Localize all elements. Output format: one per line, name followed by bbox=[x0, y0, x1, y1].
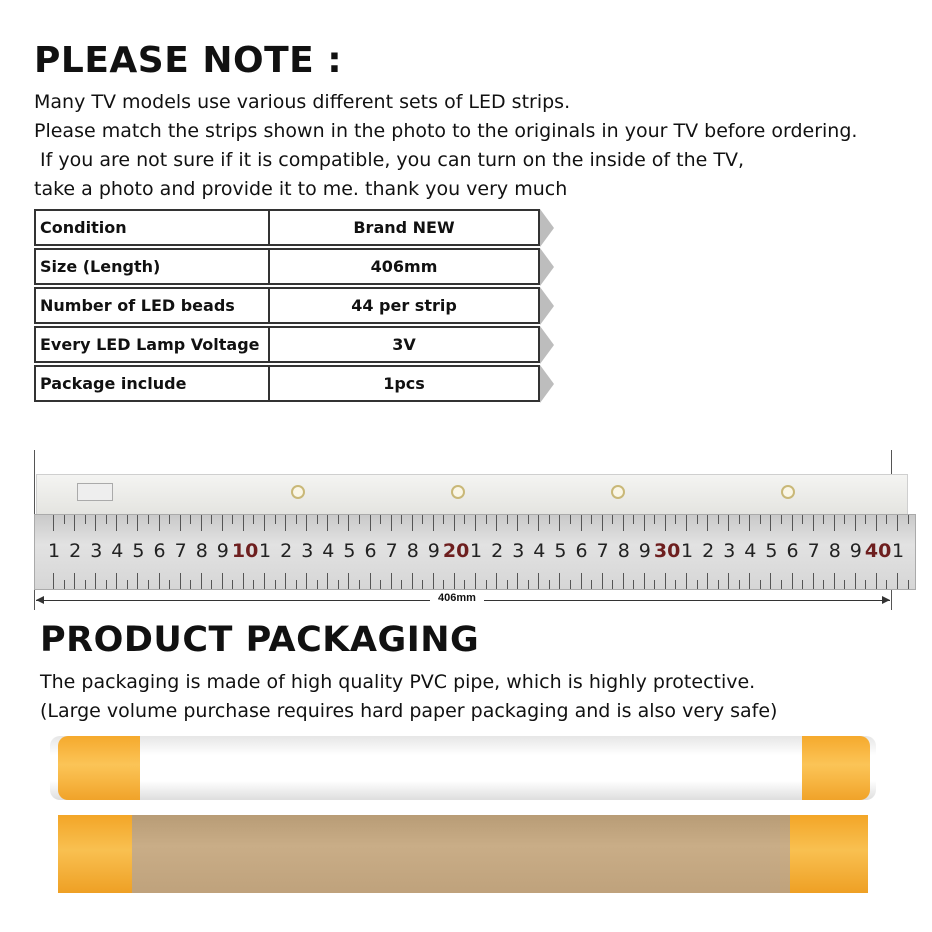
ruler-number: 6 bbox=[575, 540, 588, 562]
ruler-tick bbox=[232, 515, 233, 524]
ruler-number: 10 bbox=[231, 540, 259, 562]
ruler-tick bbox=[886, 515, 887, 524]
ruler-tick bbox=[348, 515, 349, 531]
tape-right bbox=[790, 815, 868, 893]
spec-label: Condition bbox=[34, 209, 274, 246]
ruler-tick bbox=[64, 515, 65, 524]
ruler-tick bbox=[486, 515, 487, 524]
ruler-tick bbox=[897, 573, 898, 589]
ruler-tick bbox=[190, 580, 191, 589]
tape-left bbox=[58, 815, 132, 893]
ruler-number: 40 bbox=[864, 540, 892, 562]
ruler-tick bbox=[770, 573, 771, 589]
row-arrow-icon bbox=[540, 209, 554, 247]
ruler-tick bbox=[391, 515, 392, 531]
ruler-tick bbox=[507, 580, 508, 589]
ruler-tick bbox=[823, 515, 824, 524]
ruler-number: 3 bbox=[90, 540, 103, 562]
ruler-tick bbox=[285, 515, 286, 531]
ruler-number: 1 bbox=[470, 540, 483, 562]
ruler-tick bbox=[106, 515, 107, 524]
ruler-tick bbox=[549, 580, 550, 589]
led-bead-icon bbox=[451, 485, 465, 499]
ruler-photo bbox=[34, 514, 916, 590]
ruler-tick bbox=[338, 515, 339, 524]
ruler-tick bbox=[496, 515, 497, 531]
ruler-tick bbox=[844, 580, 845, 589]
ruler-tick bbox=[159, 515, 160, 531]
ruler-tick bbox=[834, 573, 835, 589]
spec-label: Package include bbox=[34, 365, 274, 402]
note-paragraph bbox=[34, 88, 857, 204]
pvc-tube-photo bbox=[50, 736, 876, 800]
ruler-tick bbox=[380, 515, 381, 524]
ruler-tick bbox=[644, 573, 645, 589]
ruler-tick bbox=[908, 515, 909, 524]
ruler-tick bbox=[95, 515, 96, 531]
ruler-number: 6 bbox=[786, 540, 799, 562]
row-arrow-icon bbox=[540, 248, 554, 286]
ruler-tick bbox=[834, 515, 835, 531]
ruler-tick bbox=[443, 515, 444, 524]
ruler-tick bbox=[464, 515, 465, 524]
ruler-tick bbox=[528, 580, 529, 589]
ruler-tick bbox=[728, 515, 729, 531]
ruler-tick bbox=[285, 573, 286, 589]
ruler-tick bbox=[781, 515, 782, 524]
ruler-tick bbox=[475, 515, 476, 531]
ruler-number: 1 bbox=[892, 540, 905, 562]
ruler-tick bbox=[486, 580, 487, 589]
ruler-tick bbox=[211, 515, 212, 524]
spec-value: 1pcs bbox=[268, 365, 540, 402]
ruler-tick bbox=[306, 573, 307, 589]
ruler-tick bbox=[855, 573, 856, 589]
ruler-tick bbox=[886, 580, 887, 589]
ruler-tick bbox=[559, 573, 560, 589]
ruler-tick bbox=[380, 580, 381, 589]
ruler-tick bbox=[739, 515, 740, 524]
ruler-tick bbox=[180, 515, 181, 531]
ruler-tick bbox=[591, 580, 592, 589]
ruler-tick bbox=[792, 573, 793, 589]
packaging-line: The packaging is made of high quality PVC pipe, which is highly protective. bbox=[40, 671, 756, 693]
ruler-tick bbox=[496, 573, 497, 589]
note-line: Please match the strips shown in the photo to the originals in your TV before ordering. bbox=[34, 120, 858, 142]
ruler-tick bbox=[275, 515, 276, 524]
ruler-tick bbox=[53, 515, 54, 531]
ruler-tick bbox=[253, 515, 254, 524]
ruler-tick bbox=[581, 573, 582, 589]
ruler-tick bbox=[559, 515, 560, 531]
ruler-tick bbox=[612, 580, 613, 589]
ruler-number: 7 bbox=[174, 540, 187, 562]
ruler-tick bbox=[148, 515, 149, 524]
ruler-tick bbox=[243, 573, 244, 589]
ruler-tick bbox=[686, 515, 687, 531]
ruler-tick bbox=[211, 580, 212, 589]
ruler-tick bbox=[760, 515, 761, 524]
tape-right bbox=[802, 736, 870, 800]
ruler-tick bbox=[633, 515, 634, 524]
dimension-arrow-left-icon bbox=[36, 596, 44, 604]
ruler-number: 3 bbox=[512, 540, 525, 562]
ruler-number: 8 bbox=[617, 540, 630, 562]
ruler-tick bbox=[116, 573, 117, 589]
ruler-number: 2 bbox=[702, 540, 715, 562]
ruler-tick bbox=[749, 515, 750, 531]
spec-value: Brand NEW bbox=[268, 209, 540, 246]
led-bead-icon bbox=[781, 485, 795, 499]
ruler-tick bbox=[422, 580, 423, 589]
ruler-tick bbox=[74, 573, 75, 589]
ruler-tick bbox=[475, 573, 476, 589]
ruler-tick bbox=[296, 515, 297, 524]
ruler-tick bbox=[602, 573, 603, 589]
ruler-tick bbox=[876, 515, 877, 531]
ruler-tick bbox=[232, 580, 233, 589]
dimension-label: 406mm bbox=[430, 592, 484, 604]
row-arrow-icon bbox=[540, 326, 554, 364]
ruler-tick bbox=[74, 515, 75, 531]
ruler-tick bbox=[865, 580, 866, 589]
ruler-tick bbox=[169, 580, 170, 589]
ruler-number: 9 bbox=[638, 540, 651, 562]
ruler-number: 8 bbox=[195, 540, 208, 562]
ruler-tick bbox=[675, 515, 676, 524]
ruler-tick bbox=[602, 515, 603, 531]
ruler-tick bbox=[370, 573, 371, 589]
note-title: PLEASE NOTE : bbox=[34, 40, 343, 81]
ruler-tick bbox=[338, 580, 339, 589]
ruler-tick bbox=[190, 515, 191, 524]
ruler-tick bbox=[53, 573, 54, 589]
ruler-tick bbox=[865, 515, 866, 524]
ruler-tick bbox=[359, 515, 360, 524]
ruler-tick bbox=[876, 573, 877, 589]
ruler-tick bbox=[844, 515, 845, 524]
ruler-tick bbox=[137, 573, 138, 589]
ruler-number: 1 bbox=[681, 540, 694, 562]
ruler-number: 4 bbox=[111, 540, 124, 562]
ruler-tick bbox=[570, 515, 571, 524]
ruler-tick bbox=[697, 515, 698, 524]
ruler-number: 8 bbox=[828, 540, 841, 562]
ruler-tick bbox=[770, 515, 771, 531]
ruler-tick bbox=[612, 515, 613, 524]
ruler-tick bbox=[275, 580, 276, 589]
ruler-tick bbox=[169, 515, 170, 524]
ruler-tick bbox=[823, 580, 824, 589]
ruler-number: 5 bbox=[343, 540, 356, 562]
ruler-tick bbox=[348, 573, 349, 589]
ruler-number: 4 bbox=[533, 540, 546, 562]
ruler-tick bbox=[106, 580, 107, 589]
spec-value: 406mm bbox=[268, 248, 540, 285]
ruler-number: 30 bbox=[653, 540, 681, 562]
ruler-tick bbox=[581, 515, 582, 531]
ruler-number: 1 bbox=[259, 540, 272, 562]
ruler-tick bbox=[116, 515, 117, 531]
ruler-tick bbox=[718, 515, 719, 524]
ruler-tick bbox=[85, 580, 86, 589]
ruler-tick bbox=[749, 573, 750, 589]
ruler-tick bbox=[148, 580, 149, 589]
connector-icon bbox=[77, 483, 113, 501]
ruler-tick bbox=[623, 515, 624, 531]
ruler-number: 7 bbox=[385, 540, 398, 562]
ruler-number: 2 bbox=[69, 540, 82, 562]
ruler-number: 2 bbox=[280, 540, 293, 562]
ruler-tick bbox=[85, 515, 86, 524]
tape-left bbox=[58, 736, 140, 800]
ruler-tick bbox=[201, 573, 202, 589]
ruler-tick bbox=[802, 515, 803, 524]
ruler-tick bbox=[222, 573, 223, 589]
ruler-number: 3 bbox=[723, 540, 736, 562]
ruler-tick bbox=[739, 580, 740, 589]
ruler-tick bbox=[391, 573, 392, 589]
dimension-arrow-right-icon bbox=[882, 596, 890, 604]
ruler-tick bbox=[317, 515, 318, 524]
ruler-tick bbox=[433, 515, 434, 531]
ruler-number: 9 bbox=[216, 540, 229, 562]
ruler-tick bbox=[243, 515, 244, 531]
spec-label: Number of LED beads bbox=[34, 287, 274, 324]
led-bead-icon bbox=[611, 485, 625, 499]
ruler-number: 3 bbox=[301, 540, 314, 562]
ruler-tick bbox=[412, 573, 413, 589]
ruler-tick bbox=[570, 580, 571, 589]
ruler-tick bbox=[728, 573, 729, 589]
ruler-tick bbox=[317, 580, 318, 589]
ruler-number: 9 bbox=[427, 540, 440, 562]
ruler-tick bbox=[644, 515, 645, 531]
ruler-tick bbox=[517, 573, 518, 589]
ruler-tick bbox=[665, 573, 666, 589]
ruler-tick bbox=[549, 515, 550, 524]
ruler-tick bbox=[359, 580, 360, 589]
spec-value: 44 per strip bbox=[268, 287, 540, 324]
ruler-number: 2 bbox=[491, 540, 504, 562]
ruler-tick bbox=[64, 580, 65, 589]
ruler-tick bbox=[623, 573, 624, 589]
ruler-tick bbox=[159, 573, 160, 589]
ruler-tick bbox=[137, 515, 138, 531]
ruler-tick bbox=[591, 515, 592, 524]
ruler-tick bbox=[443, 580, 444, 589]
ruler-tick bbox=[401, 580, 402, 589]
ruler-tick bbox=[95, 573, 96, 589]
ruler-tick bbox=[412, 515, 413, 531]
ruler-tick bbox=[855, 515, 856, 531]
packaging-paragraph bbox=[40, 668, 777, 726]
ruler-number: 6 bbox=[153, 540, 166, 562]
note-line: take a photo and provide it to me. thank you very much bbox=[34, 178, 568, 200]
ruler-number: 6 bbox=[364, 540, 377, 562]
note-line: If you are not sure if it is compatible, you can turn on the inside of the TV, bbox=[34, 149, 745, 171]
ruler-tick bbox=[908, 580, 909, 589]
ruler-tick bbox=[707, 573, 708, 589]
spec-label: Size (Length) bbox=[34, 248, 274, 285]
ruler-tick bbox=[665, 515, 666, 531]
ruler-tick bbox=[528, 515, 529, 524]
ruler-tick bbox=[464, 580, 465, 589]
ruler-tick bbox=[813, 573, 814, 589]
ruler-number: 5 bbox=[554, 540, 567, 562]
ruler-number: 8 bbox=[406, 540, 419, 562]
ruler-tick bbox=[686, 573, 687, 589]
led-bead-icon bbox=[291, 485, 305, 499]
ruler-tick bbox=[454, 515, 455, 531]
ruler-tick bbox=[813, 515, 814, 531]
ruler-tick bbox=[675, 580, 676, 589]
ruler-tick bbox=[296, 580, 297, 589]
ruler-tick bbox=[253, 580, 254, 589]
ruler-tick bbox=[264, 573, 265, 589]
ruler-tick bbox=[401, 515, 402, 524]
spec-value: 3V bbox=[268, 326, 540, 363]
ruler-tick bbox=[127, 580, 128, 589]
ruler-tick bbox=[517, 515, 518, 531]
ruler-tick bbox=[654, 515, 655, 524]
ruler-tick bbox=[897, 515, 898, 531]
row-arrow-icon bbox=[540, 365, 554, 403]
ruler-number: 4 bbox=[744, 540, 757, 562]
ruler-tick bbox=[707, 515, 708, 531]
ruler-tick bbox=[633, 580, 634, 589]
ruler-tick bbox=[792, 515, 793, 531]
ruler-tick bbox=[180, 573, 181, 589]
ruler-number: 5 bbox=[132, 540, 145, 562]
packaging-title: PRODUCT PACKAGING bbox=[40, 620, 480, 660]
ruler-tick bbox=[697, 580, 698, 589]
ruler-tick bbox=[538, 515, 539, 531]
ruler-number: 7 bbox=[807, 540, 820, 562]
ruler-tick bbox=[306, 515, 307, 531]
ruler-tick bbox=[654, 580, 655, 589]
led-strip-photo bbox=[36, 474, 908, 516]
ruler-number: 1 bbox=[48, 540, 61, 562]
ruler-tick bbox=[781, 580, 782, 589]
paper-tube-photo bbox=[58, 815, 868, 893]
ruler-tick bbox=[538, 573, 539, 589]
ruler-tick bbox=[327, 573, 328, 589]
ruler-number: 9 bbox=[849, 540, 862, 562]
ruler-tick bbox=[422, 515, 423, 524]
ruler-tick bbox=[222, 515, 223, 531]
ruler-tick bbox=[507, 515, 508, 524]
ruler-tick bbox=[802, 580, 803, 589]
ruler-tick bbox=[454, 573, 455, 589]
ruler-number: 20 bbox=[442, 540, 470, 562]
ruler-tick bbox=[201, 515, 202, 531]
row-arrow-icon bbox=[540, 287, 554, 325]
ruler-number: 5 bbox=[765, 540, 778, 562]
ruler-tick bbox=[760, 580, 761, 589]
ruler-tick bbox=[718, 580, 719, 589]
ruler-tick bbox=[127, 515, 128, 524]
ruler-tick bbox=[370, 515, 371, 531]
ruler-tick bbox=[433, 573, 434, 589]
ruler-tick bbox=[264, 515, 265, 531]
ruler-number: 4 bbox=[322, 540, 335, 562]
ruler-tick bbox=[327, 515, 328, 531]
packaging-line: (Large volume purchase requires hard paper packaging and is also very safe) bbox=[40, 700, 778, 722]
note-line: Many TV models use various different sets of LED strips. bbox=[34, 91, 571, 113]
ruler-number: 7 bbox=[596, 540, 609, 562]
spec-label: Every LED Lamp Voltage bbox=[34, 326, 274, 363]
